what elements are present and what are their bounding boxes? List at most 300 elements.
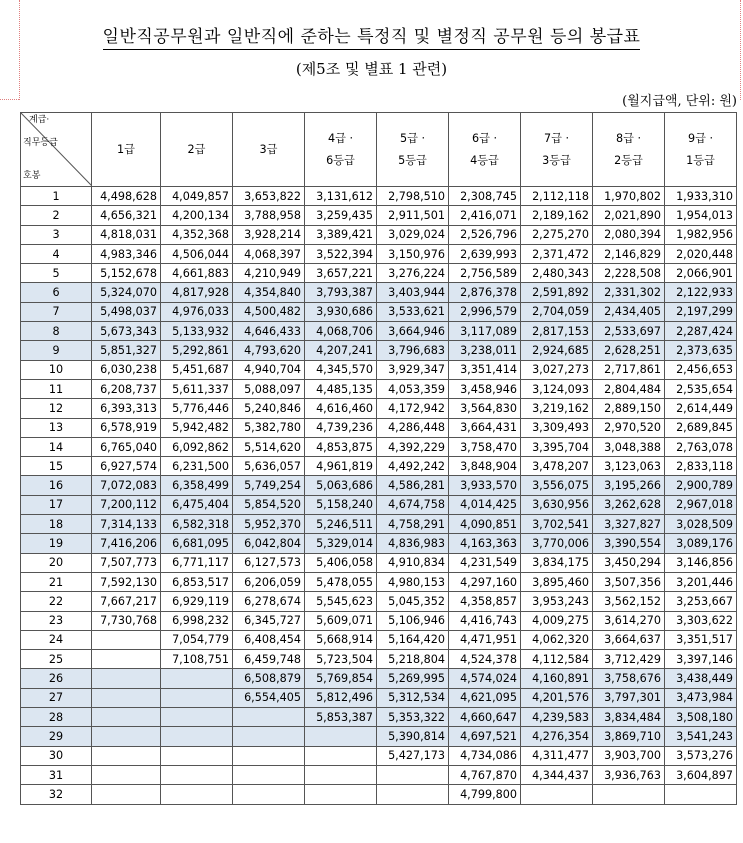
column-header-grade: 5급 · (399, 131, 426, 145)
column-header (593, 113, 665, 187)
salary-cell: 4,352,368 (161, 225, 233, 244)
salary-cell: 3,796,683 (377, 341, 449, 360)
salary-cell: 4,574,024 (449, 669, 521, 688)
salary-cell: 2,331,302 (593, 283, 665, 302)
table-row (21, 264, 737, 283)
salary-cell: 5,292,861 (161, 341, 233, 360)
salary-cell: 1,970,802 (593, 187, 665, 206)
salary-cell: 2,526,796 (449, 225, 521, 244)
salary-cell: 6,030,238 (92, 360, 161, 379)
salary-cell: 4,660,647 (449, 708, 521, 727)
salary-cell: 3,562,152 (593, 592, 665, 611)
salary-cell: 2,970,520 (593, 418, 665, 437)
column-header (521, 113, 593, 187)
column-header (233, 113, 305, 187)
salary-cell: 6,345,727 (233, 611, 305, 630)
salary-cell: 2,434,405 (593, 302, 665, 321)
salary-cell: 2,889,150 (593, 399, 665, 418)
document-title: 일반직공무원과 일반직에 준하는 특정직 및 별정직 공무원 등의 봉급표 (0, 22, 743, 47)
column-header-grade: 3급 (259, 142, 278, 156)
salary-cell: 5,611,337 (161, 379, 233, 398)
salary-cell: 3,834,175 (521, 553, 593, 572)
salary-cell: 5,942,482 (161, 418, 233, 437)
salary-cell: 3,048,388 (593, 437, 665, 456)
step-cell: 29 (21, 727, 92, 746)
salary-cell (161, 785, 233, 804)
salary-cell: 7,667,217 (92, 592, 161, 611)
salary-cell: 5,353,322 (377, 708, 449, 727)
salary-cell: 2,924,685 (521, 341, 593, 360)
table-row (21, 785, 737, 804)
salary-cell: 3,541,243 (665, 727, 737, 746)
column-header-duty-grade: 2등급 (614, 153, 643, 167)
salary-cell: 4,646,433 (233, 322, 305, 341)
salary-cell: 5,106,946 (377, 611, 449, 630)
salary-cell (92, 765, 161, 784)
corner-label-step: 호봉 (23, 171, 41, 181)
step-cell: 19 (21, 534, 92, 553)
column-header-grade: 9급 · (687, 131, 714, 145)
column-header-grade: 2급 (187, 142, 206, 156)
salary-cell: 3,533,621 (377, 302, 449, 321)
salary-cell (92, 630, 161, 649)
salary-cell: 5,063,686 (305, 476, 377, 495)
salary-cell (665, 785, 737, 804)
salary-cell: 5,045,352 (377, 592, 449, 611)
step-cell: 4 (21, 244, 92, 263)
salary-cell: 4,207,241 (305, 341, 377, 360)
salary-cell: 4,014,425 (449, 495, 521, 514)
salary-cell: 3,450,294 (593, 553, 665, 572)
step-cell: 3 (21, 225, 92, 244)
salary-cell: 6,554,405 (233, 688, 305, 707)
step-cell: 23 (21, 611, 92, 630)
table-row (21, 418, 737, 437)
salary-cell: 5,324,070 (92, 283, 161, 302)
salary-cell: 7,730,768 (92, 611, 161, 630)
salary-cell (593, 785, 665, 804)
salary-cell: 3,834,484 (593, 708, 665, 727)
salary-cell: 5,152,678 (92, 264, 161, 283)
salary-cell: 3,253,667 (665, 592, 737, 611)
column-header-grade: 6급 · (471, 131, 498, 145)
salary-cell: 4,286,448 (377, 418, 449, 437)
salary-cell: 5,851,327 (92, 341, 161, 360)
salary-cell: 7,200,112 (92, 495, 161, 514)
salary-cell: 4,492,242 (377, 457, 449, 476)
salary-cell: 2,228,508 (593, 264, 665, 283)
table-row (21, 379, 737, 398)
salary-cell: 6,208,737 (92, 379, 161, 398)
table-row (21, 650, 737, 669)
salary-cell: 3,117,089 (449, 322, 521, 341)
salary-cell: 6,127,573 (233, 553, 305, 572)
salary-cell: 6,853,517 (161, 572, 233, 591)
salary-cell: 4,910,834 (377, 553, 449, 572)
table-row (21, 283, 737, 302)
salary-cell: 5,382,780 (233, 418, 305, 437)
salary-cell (161, 688, 233, 707)
salary-cell: 4,500,482 (233, 302, 305, 321)
salary-cell: 2,628,251 (593, 341, 665, 360)
salary-cell: 7,314,133 (92, 515, 161, 534)
column-header-duty-grade: 6등급 (326, 153, 355, 167)
salary-cell: 2,704,059 (521, 302, 593, 321)
salary-cell (92, 727, 161, 746)
salary-cell: 2,020,448 (665, 244, 737, 263)
salary-cell (377, 785, 449, 804)
salary-cell: 4,485,135 (305, 379, 377, 398)
salary-cell: 2,876,378 (449, 283, 521, 302)
salary-cell: 2,189,162 (521, 206, 593, 225)
salary-cell: 7,592,130 (92, 572, 161, 591)
salary-cell: 4,201,576 (521, 688, 593, 707)
salary-cell: 4,976,033 (161, 302, 233, 321)
salary-cell: 6,508,879 (233, 669, 305, 688)
table-row (21, 302, 737, 321)
table-row (21, 206, 737, 225)
salary-cell: 4,758,291 (377, 515, 449, 534)
salary-cell (92, 669, 161, 688)
step-cell: 1 (21, 187, 92, 206)
corner-label-duty-grade: 직무등급 (23, 138, 58, 148)
salary-cell: 4,068,706 (305, 322, 377, 341)
salary-cell: 5,498,037 (92, 302, 161, 321)
salary-cell: 4,498,628 (92, 187, 161, 206)
salary-cell (305, 746, 377, 765)
salary-cell: 6,582,318 (161, 515, 233, 534)
salary-cell: 3,664,431 (449, 418, 521, 437)
salary-cell: 4,358,857 (449, 592, 521, 611)
salary-cell: 3,793,387 (305, 283, 377, 302)
corner-label-grade: 계급· (29, 115, 50, 125)
salary-cell: 6,998,232 (161, 611, 233, 630)
salary-cell: 6,765,040 (92, 437, 161, 456)
salary-cell: 3,788,958 (233, 206, 305, 225)
salary-cell: 6,042,804 (233, 534, 305, 553)
page-margin-guide (740, 0, 741, 100)
salary-cell: 3,473,984 (665, 688, 737, 707)
table-row (21, 322, 737, 341)
salary-cell: 3,869,710 (593, 727, 665, 746)
salary-cell: 3,564,830 (449, 399, 521, 418)
step-cell: 8 (21, 322, 92, 341)
salary-cell: 6,358,499 (161, 476, 233, 495)
salary-cell: 3,150,976 (377, 244, 449, 263)
salary-cell: 3,219,162 (521, 399, 593, 418)
salary-table (20, 112, 737, 805)
salary-cell: 3,276,224 (377, 264, 449, 283)
salary-cell: 3,508,180 (665, 708, 737, 727)
table-row (21, 244, 737, 263)
salary-cell (233, 727, 305, 746)
table-header-row (21, 113, 737, 187)
salary-cell: 5,246,511 (305, 515, 377, 534)
step-cell: 30 (21, 746, 92, 765)
salary-cell (233, 785, 305, 804)
salary-cell (161, 727, 233, 746)
salary-cell (521, 785, 593, 804)
salary-cell: 4,344,437 (521, 765, 593, 784)
salary-cell: 3,936,763 (593, 765, 665, 784)
table-row (21, 669, 737, 688)
step-cell: 9 (21, 341, 92, 360)
step-cell: 32 (21, 785, 92, 804)
salary-cell: 4,697,521 (449, 727, 521, 746)
salary-cell: 4,616,460 (305, 399, 377, 418)
salary-cell: 5,673,343 (92, 322, 161, 341)
table-row (21, 225, 737, 244)
salary-cell (92, 708, 161, 727)
table-row (21, 515, 737, 534)
salary-cell: 3,903,700 (593, 746, 665, 765)
table-row (21, 399, 737, 418)
salary-cell (233, 765, 305, 784)
salary-cell: 3,351,517 (665, 630, 737, 649)
salary-cell: 2,804,484 (593, 379, 665, 398)
salary-cell: 3,614,270 (593, 611, 665, 630)
salary-cell: 4,276,354 (521, 727, 593, 746)
salary-cell: 3,395,704 (521, 437, 593, 456)
salary-cell: 3,327,827 (593, 515, 665, 534)
salary-cell: 3,027,273 (521, 360, 593, 379)
salary-cell (233, 708, 305, 727)
column-header-duty-grade: 5등급 (398, 153, 427, 167)
salary-cell: 5,545,623 (305, 592, 377, 611)
salary-cell: 3,630,956 (521, 495, 593, 514)
step-cell: 24 (21, 630, 92, 649)
step-cell: 12 (21, 399, 92, 418)
unit-note: (월지급액, 단위: 원) (622, 94, 737, 109)
salary-cell: 5,240,846 (233, 399, 305, 418)
salary-cell: 7,108,751 (161, 650, 233, 669)
salary-cell: 4,767,870 (449, 765, 521, 784)
salary-cell: 2,535,654 (665, 379, 737, 398)
salary-cell: 3,664,946 (377, 322, 449, 341)
column-header-grade: 7급 · (543, 131, 570, 145)
salary-cell: 5,478,055 (305, 572, 377, 591)
salary-cell: 4,354,840 (233, 283, 305, 302)
salary-cell: 4,980,153 (377, 572, 449, 591)
salary-cell (92, 650, 161, 669)
salary-cell (161, 669, 233, 688)
salary-cell: 3,195,266 (593, 476, 665, 495)
salary-cell: 5,514,620 (233, 437, 305, 456)
step-cell: 28 (21, 708, 92, 727)
salary-cell: 2,197,299 (665, 302, 737, 321)
step-cell: 13 (21, 418, 92, 437)
salary-cell: 4,112,584 (521, 650, 593, 669)
salary-cell: 3,507,356 (593, 572, 665, 591)
salary-cell: 4,739,236 (305, 418, 377, 437)
step-cell: 5 (21, 264, 92, 283)
salary-cell: 3,390,554 (593, 534, 665, 553)
salary-cell: 4,239,583 (521, 708, 593, 727)
salary-cell: 3,522,394 (305, 244, 377, 263)
salary-cell: 5,329,014 (305, 534, 377, 553)
salary-cell: 3,573,276 (665, 746, 737, 765)
salary-cell: 5,269,995 (377, 669, 449, 688)
page-margin-guide (0, 99, 19, 100)
salary-cell: 3,351,414 (449, 360, 521, 379)
salary-cell: 5,812,496 (305, 688, 377, 707)
table-row (21, 437, 737, 456)
step-cell: 7 (21, 302, 92, 321)
salary-cell (92, 746, 161, 765)
step-cell: 15 (21, 457, 92, 476)
salary-cell: 4,172,942 (377, 399, 449, 418)
salary-cell: 5,636,057 (233, 457, 305, 476)
salary-cell: 6,206,059 (233, 572, 305, 591)
salary-cell: 6,092,862 (161, 437, 233, 456)
salary-cell: 2,122,933 (665, 283, 737, 302)
salary-cell (161, 746, 233, 765)
table-body (21, 187, 737, 805)
salary-cell: 5,668,914 (305, 630, 377, 649)
salary-cell: 3,303,622 (665, 611, 737, 630)
salary-cell: 2,112,118 (521, 187, 593, 206)
salary-cell: 6,681,095 (161, 534, 233, 553)
salary-cell: 4,799,800 (449, 785, 521, 804)
salary-cell: 3,758,676 (593, 669, 665, 688)
salary-cell: 6,771,117 (161, 553, 233, 572)
salary-cell: 3,664,637 (593, 630, 665, 649)
column-header (377, 113, 449, 187)
salary-cell: 3,604,897 (665, 765, 737, 784)
salary-cell: 3,028,509 (665, 515, 737, 534)
salary-cell: 3,657,221 (305, 264, 377, 283)
column-header-duty-grade: 1등급 (686, 153, 715, 167)
column-header (92, 113, 161, 187)
salary-cell: 2,480,343 (521, 264, 593, 283)
salary-cell: 4,734,086 (449, 746, 521, 765)
step-cell: 31 (21, 765, 92, 784)
page-margin-guide (19, 0, 20, 100)
table-row (21, 187, 737, 206)
salary-cell: 2,066,901 (665, 264, 737, 283)
salary-cell: 4,961,819 (305, 457, 377, 476)
salary-cell: 3,797,301 (593, 688, 665, 707)
step-cell: 27 (21, 688, 92, 707)
salary-cell: 5,952,370 (233, 515, 305, 534)
salary-cell: 4,297,160 (449, 572, 521, 591)
salary-cell: 6,929,119 (161, 592, 233, 611)
salary-cell: 2,911,501 (377, 206, 449, 225)
column-header-grade: 1급 (117, 142, 135, 156)
table-row (21, 765, 737, 784)
salary-cell: 3,123,063 (593, 457, 665, 476)
salary-cell: 3,397,146 (665, 650, 737, 669)
table-row (21, 572, 737, 591)
salary-cell: 3,438,449 (665, 669, 737, 688)
salary-cell: 3,089,176 (665, 534, 737, 553)
salary-cell: 4,836,983 (377, 534, 449, 553)
salary-cell: 5,451,687 (161, 360, 233, 379)
salary-cell: 3,389,421 (305, 225, 377, 244)
salary-cell: 4,068,397 (233, 244, 305, 263)
salary-cell (305, 785, 377, 804)
table-row (21, 495, 737, 514)
column-header-grade: 4급 · (327, 131, 354, 145)
salary-cell: 4,586,281 (377, 476, 449, 495)
document-subtitle: (제5조 및 별표 1 관련) (295, 60, 448, 78)
salary-cell: 2,371,472 (521, 244, 593, 263)
salary-cell: 4,793,620 (233, 341, 305, 360)
table-row (21, 360, 737, 379)
salary-cell: 5,088,097 (233, 379, 305, 398)
salary-cell: 3,146,856 (665, 553, 737, 572)
salary-cell: 6,393,313 (92, 399, 161, 418)
salary-cell: 5,218,804 (377, 650, 449, 669)
salary-cell: 4,200,134 (161, 206, 233, 225)
salary-cell: 2,639,993 (449, 244, 521, 263)
salary-cell: 4,940,704 (233, 360, 305, 379)
salary-cell: 4,392,229 (377, 437, 449, 456)
salary-cell: 2,456,653 (665, 360, 737, 379)
salary-cell: 2,798,510 (377, 187, 449, 206)
salary-cell: 3,758,470 (449, 437, 521, 456)
salary-cell: 3,770,006 (521, 534, 593, 553)
salary-cell: 4,053,359 (377, 379, 449, 398)
salary-cell: 5,723,504 (305, 650, 377, 669)
table-row (21, 553, 737, 572)
salary-cell: 5,776,446 (161, 399, 233, 418)
table-row (21, 534, 737, 553)
salary-cell: 2,996,579 (449, 302, 521, 321)
salary-cell: 3,478,207 (521, 457, 593, 476)
salary-cell: 5,158,240 (305, 495, 377, 514)
salary-cell: 4,674,758 (377, 495, 449, 514)
step-cell: 26 (21, 669, 92, 688)
salary-cell: 2,416,071 (449, 206, 521, 225)
salary-cell (305, 727, 377, 746)
salary-cell: 6,459,748 (233, 650, 305, 669)
column-header-grade: 8급 · (615, 131, 642, 145)
salary-cell: 4,818,031 (92, 225, 161, 244)
salary-cell: 4,090,851 (449, 515, 521, 534)
table-row (21, 611, 737, 630)
salary-cell: 1,982,956 (665, 225, 737, 244)
step-cell: 11 (21, 379, 92, 398)
salary-cell: 7,054,779 (161, 630, 233, 649)
salary-cell: 2,689,845 (665, 418, 737, 437)
column-header (449, 113, 521, 187)
salary-cell: 4,163,363 (449, 534, 521, 553)
column-header-duty-grade: 4등급 (470, 153, 499, 167)
salary-cell: 5,312,534 (377, 688, 449, 707)
salary-cell: 2,900,789 (665, 476, 737, 495)
step-cell: 14 (21, 437, 92, 456)
salary-cell (305, 765, 377, 784)
salary-cell: 6,475,404 (161, 495, 233, 514)
table-row (21, 592, 737, 611)
salary-cell: 5,427,173 (377, 746, 449, 765)
salary-cell (92, 688, 161, 707)
salary-cell: 4,160,891 (521, 669, 593, 688)
salary-cell: 3,201,446 (665, 572, 737, 591)
salary-cell: 5,769,854 (305, 669, 377, 688)
step-cell: 17 (21, 495, 92, 514)
table-row (21, 457, 737, 476)
salary-cell: 2,967,018 (665, 495, 737, 514)
table-row (21, 746, 737, 765)
column-header-duty-grade: 3등급 (542, 153, 571, 167)
salary-cell: 4,817,928 (161, 283, 233, 302)
step-cell: 21 (21, 572, 92, 591)
salary-cell (233, 746, 305, 765)
salary-cell: 2,614,449 (665, 399, 737, 418)
salary-cell: 3,702,541 (521, 515, 593, 534)
